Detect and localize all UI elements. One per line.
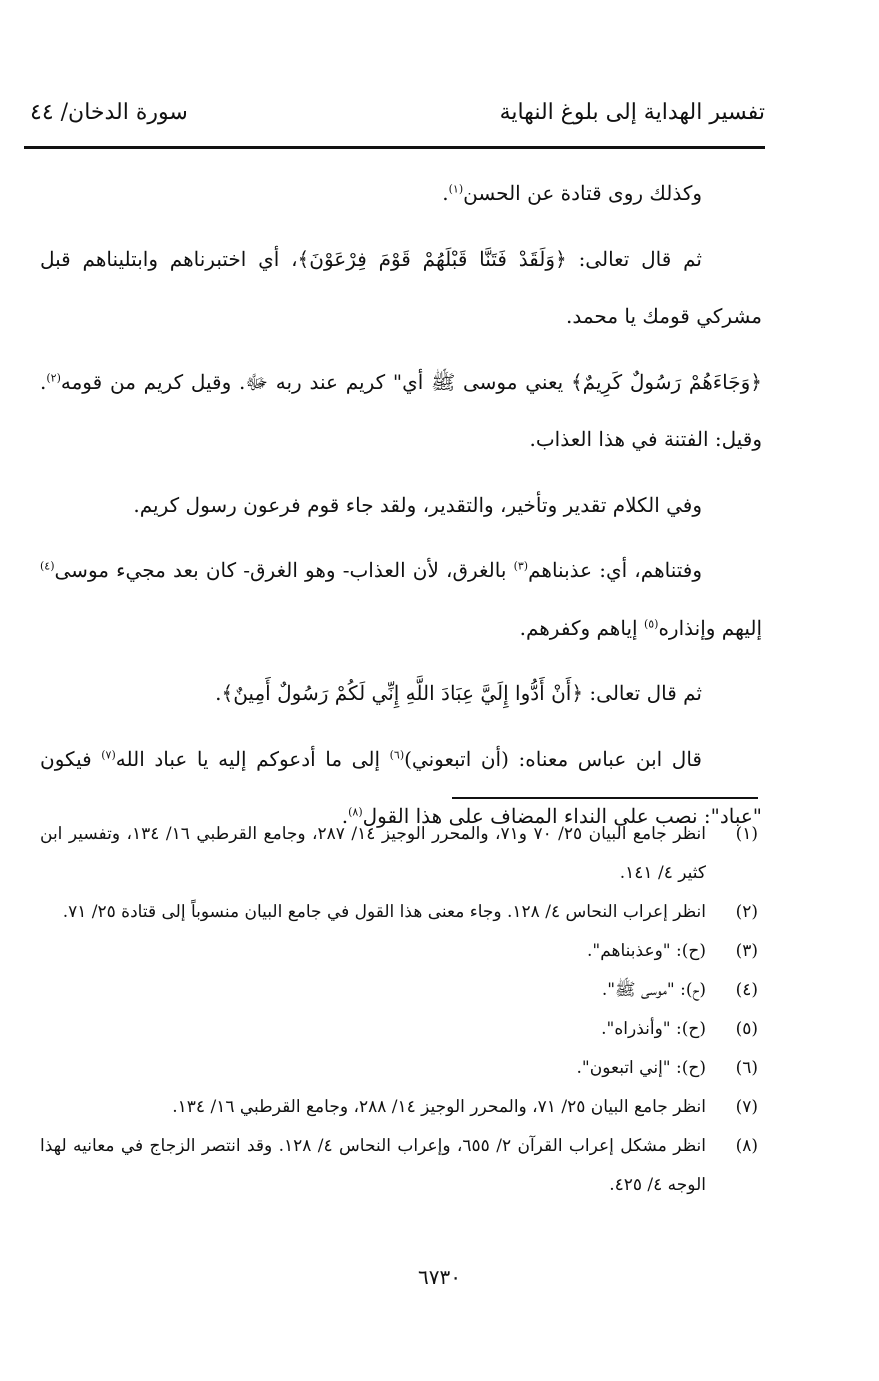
quran-verse: ﴿أَنْ أَدُّوا إِلَيَّ عِبَادَ اللَّهِ إِنِّي لَكُمْ رَسُولٌ أَمِينٌ﴾	[221, 681, 584, 705]
footnote-ref: (٦)	[389, 747, 405, 761]
text-run: قال ابن عباس معناه: (أن اتبعوني)	[404, 746, 702, 771]
footnote-item	[40, 932, 758, 971]
text-run: وفتناهم، أي: عذبناهم	[528, 558, 703, 582]
footnote-text: انظر جامع البيان ٢٥/ ٧٠ و٧١، والمحرر الوجيز ١٤/ ٢٨٧، وجامع القرطبي ١٦/ ١٣٤، وتفسير ابن كثير ٤/ ١٤١.	[40, 824, 707, 883]
footnote-ref: (٨)	[348, 805, 363, 819]
footnote-number: (١)	[735, 824, 758, 844]
footnote-ref: (٥)	[643, 616, 659, 630]
text-run: وفي الكلام تقدير وتأخير، والتقدير، ولقد جاء قوم فرعون رسول كريم.	[133, 492, 702, 517]
page-number: ٦٧٣٠	[418, 1265, 461, 1289]
footnote-number: (٦)	[735, 1058, 758, 1078]
paragraph-2	[40, 231, 762, 346]
footnote-number: (٧)	[735, 1097, 758, 1117]
footnote-item	[40, 893, 758, 932]
footnote-text: انظر مشكل إعراب القرآن ٢/ ٦٥٥، وإعراب النحاس ٤/ ١٢٨. وقد انتصر الزجاج في معانيه لهذا الوجه ٤/ ٤٢٥.	[40, 1136, 706, 1195]
text-run: . وقيل: الفتنة في هذا العذاب.	[40, 369, 762, 451]
footnote-item	[40, 1088, 758, 1127]
text-run: إياهم وكفرهم.	[519, 615, 644, 640]
footnote-number: (٥)	[735, 1019, 758, 1039]
footnote-item	[40, 1010, 758, 1049]
paragraph-3	[40, 354, 762, 469]
text-run: ثم قال تعالى:	[583, 681, 702, 705]
text-run: .	[215, 681, 222, 705]
footnote-text: انظر إعراب النحاس ٤/ ١٢٨. وجاء معنى هذا القول في جامع البيان منسوباً إلى قتادة ٢٥/ ٧١.	[62, 902, 706, 922]
paragraph-5	[40, 542, 762, 657]
text-run: فيكون "عباد": نصب على النداء المضاف على هذا القول	[40, 746, 762, 828]
footnote-text: انظر جامع البيان ٢٥/ ٧١، والمحرر الوجيز ١٤/ ٢٨٨، وجامع القرطبي ١٦/ ١٣٤.	[172, 1097, 706, 1117]
text-run: ، أي اختبرناهم وابتليناهم قبل مشركي قومك يا محمد.	[40, 246, 762, 328]
footnote-ref: (٤)	[40, 559, 55, 573]
book-title: تفسير الهداية إلى بلوغ النهاية	[499, 100, 765, 125]
header-rule	[24, 146, 765, 149]
footnote-item	[40, 1049, 758, 1088]
footnote-separator	[452, 797, 758, 799]
quran-verse: ﴿وَجَاءَهُمْ رَسُولٌ كَرِيمٌ﴾	[570, 369, 762, 394]
footnote-ref: (٣)	[513, 559, 529, 573]
footnote-item	[40, 1127, 758, 1205]
footnote-number: (٢)	[735, 902, 758, 922]
text-run: إليهم وإنذاره	[658, 615, 762, 640]
footnote-text: (ح): "وأنذراه".	[601, 1019, 706, 1039]
footnote-text: (ح): "إني اتبعون".	[576, 1058, 706, 1078]
text-run: ثم قال تعالى:	[566, 246, 703, 271]
main-text	[40, 165, 762, 854]
footnote-number: (٣)	[735, 941, 758, 961]
footnote-text: (ح): "وعذبناهم".	[586, 941, 706, 961]
paragraph-4	[40, 477, 762, 535]
running-header	[24, 96, 765, 146]
footnotes	[40, 815, 758, 1205]
text-run: إلى ما أدعوكم إليه يا عباد الله	[115, 746, 390, 771]
footnote-number: (٤)	[735, 980, 758, 1000]
text-run: .	[442, 181, 449, 205]
paragraph-6	[40, 665, 762, 723]
paragraph-1	[40, 165, 762, 223]
text-run: بالغرق، لأن العذاب- وهو الغرق- كان بعد مجيء موسى	[54, 558, 514, 582]
footnote-ref: (١)	[448, 182, 464, 196]
footnote-item	[40, 971, 758, 1010]
footnote-item	[40, 815, 758, 893]
footnote-text: (ح): "موسى ﷺ".	[601, 980, 706, 1000]
quran-verse: ﴿وَلَقَدْ فَتَنَّا قَبْلَهُمْ قَوْمَ فِرْعَوْنَ﴾	[297, 246, 567, 271]
text-run: وكذلك روى قتادة عن الحسن	[463, 181, 702, 205]
surah-title: سورة الدخان/ ٤٤	[30, 100, 188, 125]
footnote-ref: (٧)	[101, 747, 116, 761]
footnote-ref: (٢)	[46, 370, 61, 384]
footnote-number: (٨)	[735, 1136, 758, 1156]
text-run: .	[341, 804, 349, 828]
text-run: يعني موسى ﷺ أي" كريم عند ربه ﷻ. وقيل كريم من قومه	[60, 369, 571, 394]
